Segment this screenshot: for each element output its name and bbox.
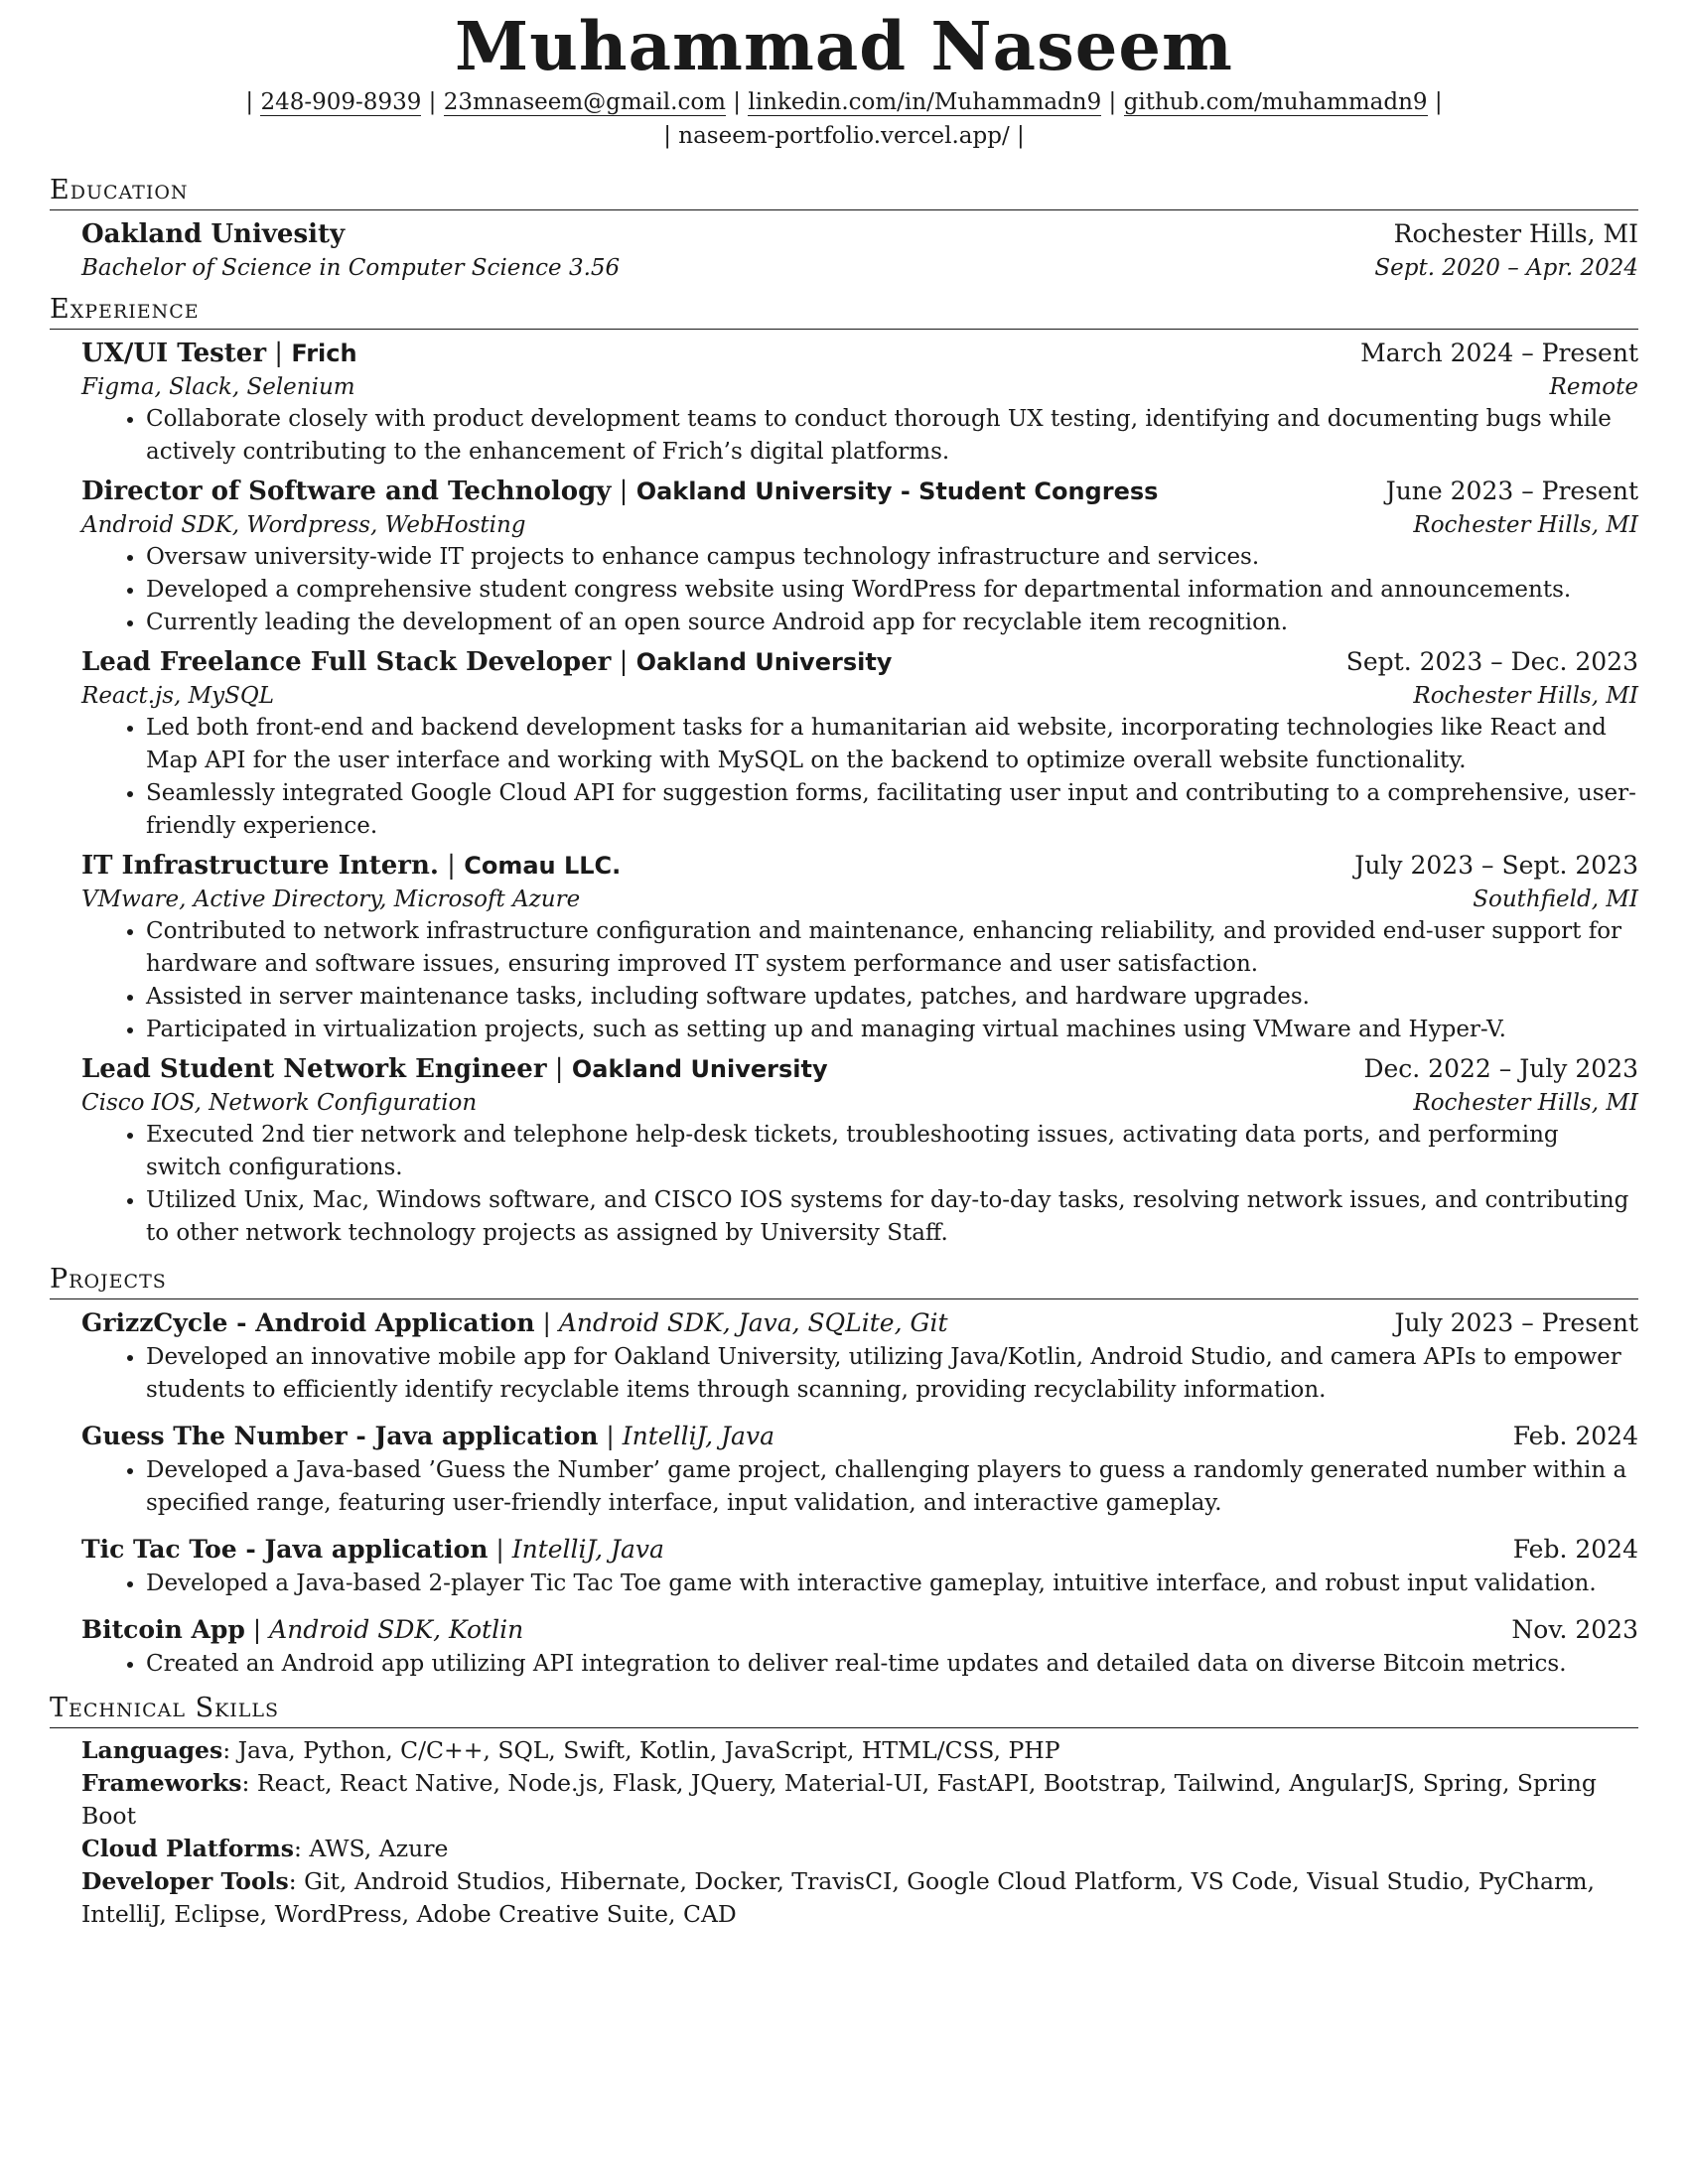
project-name: GrizzCycle - Android Application	[81, 1308, 535, 1337]
job-dates: Sept. 2023 – Dec. 2023	[1345, 647, 1638, 676]
bullet-item: • Currently leading the development of an open source Android app for recyclable item recognition.	[146, 607, 1638, 639]
contact-line-2	[50, 119, 1638, 153]
bullet-item: • Executed 2nd tier network and telephone help-desk tickets, troubleshooting issues, activating data ports, and performing switch configurations.	[146, 1119, 1638, 1184]
job-organization: Oakland University - Student Congress	[635, 478, 1159, 505]
experience-entry	[50, 336, 1638, 469]
job-organization: Frich	[291, 340, 357, 367]
project-name: Guess The Number - Java application	[81, 1422, 599, 1450]
bullet-item: • Led both front-end and backend development tasks for a humanitarian aid website, incorporating technologies like React and Map API for the user interface and working with MySQL on the backend to optimize overall website functionality.	[146, 712, 1638, 777]
section-title: Projects	[50, 1262, 1638, 1299]
bullet-item: • Developed an innovative mobile app for Oakland University, utilizing Java/Kotlin, Android Studio, and camera APIs to empower students to efficiently identify recyclable items through scanning, providing recyclability information.	[146, 1341, 1638, 1407]
separator: |	[428, 89, 444, 115]
bullet-list	[81, 1119, 1638, 1250]
separator: :	[222, 1736, 238, 1764]
skill-line	[81, 1767, 1638, 1833]
separator: |	[1434, 89, 1443, 115]
section-title: Experience	[50, 292, 1638, 330]
project-title-line	[81, 1532, 664, 1568]
separator: |	[733, 89, 749, 115]
skill-label: Developer Tools	[81, 1867, 289, 1895]
education-dates: Sept. 2020 – Apr. 2024	[1374, 255, 1638, 281]
entry-sub-row	[81, 371, 1638, 403]
bullet-item: • Oversaw university-wide IT projects to enhance campus technology infrastructure and services.	[146, 541, 1638, 574]
skill-value: AWS, Azure	[309, 1835, 449, 1862]
bullet-list	[81, 1454, 1638, 1520]
experience-entry	[50, 644, 1638, 843]
skill-label: Frameworks	[81, 1769, 242, 1797]
job-role: IT Infrastructure Intern.	[81, 851, 439, 881]
entry-header-row	[81, 848, 1638, 884]
experience-list	[50, 336, 1638, 1250]
entry-header-row	[81, 1612, 1638, 1648]
bullet-item: • Seamlessly integrated Google Cloud API for suggestion forms, facilitating user input and contributing to a comprehensive, user-friendly experience.	[146, 777, 1638, 843]
separator: |	[663, 123, 679, 149]
project-dates: July 2023 – Present	[1394, 1308, 1638, 1337]
job-dates: July 2023 – Sept. 2023	[1354, 851, 1638, 880]
job-organization: Comau LLC.	[464, 852, 622, 880]
skills-section	[50, 1691, 1638, 1931]
job-organization: Oakland University	[571, 1055, 828, 1083]
entry-header-row	[81, 1532, 1638, 1568]
project-name: Tic Tac Toe - Java application	[81, 1535, 489, 1564]
experience-section	[50, 292, 1638, 1250]
job-tech: Cisco IOS, Network Configuration	[81, 1090, 478, 1116]
job-organization: Oakland University	[635, 648, 893, 676]
separator: |	[611, 477, 636, 506]
entry-header-row	[81, 644, 1638, 680]
entry-header-row	[81, 336, 1638, 371]
entry-sub-row	[81, 680, 1638, 712]
job-dates: Dec. 2022 – July 2023	[1363, 1054, 1638, 1083]
bullet-list	[81, 712, 1638, 843]
bullet-list	[81, 915, 1638, 1046]
entry-sub-row	[81, 509, 1638, 541]
bullet-list	[81, 1341, 1638, 1407]
separator: |	[534, 1308, 559, 1337]
job-title-line	[81, 336, 357, 371]
project-title-line	[81, 1612, 523, 1648]
job-role: Lead Freelance Full Stack Developer	[81, 647, 612, 677]
separator: |	[438, 851, 465, 881]
project-dates: Nov. 2023	[1511, 1615, 1638, 1644]
job-location: Rochester Hills, MI	[1413, 512, 1638, 538]
resume-page	[50, 8, 1638, 1931]
bullet-item: • Developed a comprehensive student congress website using WordPress for departmental information and announcements.	[146, 574, 1638, 607]
github-link[interactable]: github.com/muhammadn9	[1123, 89, 1428, 115]
bullet-item: • Created an Android app utilizing API integration to deliver real-time updates and detailed data on diverse Bitcoin metrics.	[146, 1648, 1638, 1681]
education-section	[50, 173, 1638, 284]
job-dates: June 2023 – Present	[1385, 477, 1638, 505]
separator: :	[293, 1835, 310, 1862]
project-entry	[50, 1532, 1638, 1600]
job-location: Southfield, MI	[1473, 887, 1638, 912]
entry-header-row	[81, 1419, 1638, 1454]
projects-list	[50, 1305, 1638, 1681]
school-location: Rochester Hills, MI	[1393, 219, 1638, 248]
degree: Bachelor of Science in Computer Science 3.56	[81, 255, 621, 281]
skill-value: React, React Native, Node.js, Flask, JQuery, Material-UI, FastAPI, Bootstrap, Tailwind, AngularJS, Spring, Spring Boot	[81, 1769, 1597, 1830]
separator: |	[611, 647, 636, 677]
project-tech: IntelliJ, Java	[511, 1535, 664, 1564]
skill-line	[81, 1865, 1638, 1931]
contact-line	[50, 85, 1638, 119]
skill-label: Cloud Platforms	[81, 1835, 294, 1862]
separator: |	[1108, 89, 1124, 115]
entry-header-row	[81, 1305, 1638, 1341]
skills-list	[50, 1734, 1638, 1931]
job-title-line	[81, 644, 892, 680]
project-tech: Android SDK, Java, SQLite, Git	[558, 1308, 948, 1337]
skill-value: Git, Android Studios, Hibernate, Docker, TravisCI, Google Cloud Platform, VS Code, Visual Studio, PyCharm, IntelliJ, Eclipse, WordPress, Adobe Creative Suite, CAD	[81, 1867, 1596, 1928]
portfolio-link[interactable]: naseem-portfolio.vercel.app/	[678, 123, 1010, 149]
entry-header-row	[81, 474, 1638, 509]
section-title: Technical Skills	[50, 1691, 1638, 1728]
project-entry	[50, 1612, 1638, 1681]
experience-entry	[50, 474, 1638, 639]
school-name: Oakland Univesity	[81, 219, 346, 249]
separator: |	[245, 89, 261, 115]
skill-label: Languages	[81, 1736, 223, 1764]
entry-sub-row	[81, 1087, 1638, 1119]
projects-section	[50, 1262, 1638, 1681]
separator: |	[1009, 123, 1025, 149]
email-link[interactable]: 23mnaseem@gmail.com	[443, 89, 726, 115]
bullet-item: • Collaborate closely with product development teams to conduct thorough UX testing, identifying and documenting bugs while actively contributing to the enhancement of Frich’s digital platforms.	[146, 403, 1638, 469]
bullet-list	[81, 541, 1638, 639]
project-name: Bitcoin App	[81, 1615, 245, 1644]
bullet-item: • Participated in virtualization projects, such as setting up and managing virtual machines using VMware and Hyper-V.	[146, 1014, 1638, 1046]
job-title-line	[81, 1051, 828, 1087]
job-location: Rochester Hills, MI	[1413, 683, 1638, 709]
job-role: Lead Student Network Engineer	[81, 1054, 547, 1084]
job-role: Director of Software and Technology	[81, 477, 612, 506]
separator: |	[488, 1535, 512, 1564]
project-entry	[50, 1305, 1638, 1407]
bullet-item: • Utilized Unix, Mac, Windows software, and CISCO IOS systems for day-to-day tasks, resolving network issues, and contributing to other network technology projects as assigned by University Staff.	[146, 1184, 1638, 1250]
bullet-item: • Contributed to network infrastructure configuration and maintenance, enhancing reliability, and provided end-user support for hardware and software issues, ensuring improved IT system performance and user satisfaction.	[146, 915, 1638, 981]
experience-entry	[50, 848, 1638, 1046]
project-tech: IntelliJ, Java	[622, 1422, 774, 1450]
job-location: Remote	[1549, 374, 1638, 400]
separator: :	[288, 1867, 305, 1895]
education-entry	[50, 216, 1638, 284]
resume-header	[50, 8, 1638, 153]
job-tech: Figma, Slack, Selenium	[81, 374, 355, 400]
candidate-name: Muhammad Naseem	[455, 7, 1233, 85]
bullet-list	[81, 1568, 1638, 1600]
bullet-item: • Developed a Java-based ’Guess the Number’ game project, challenging players to guess a randomly generated number within a specified range, featuring user-friendly interface, input validation, and interactive gameplay.	[146, 1454, 1638, 1520]
job-tech: Android SDK, Wordpress, WebHosting	[81, 512, 526, 538]
job-title-line	[81, 848, 621, 884]
job-tech: React.js, MySQL	[81, 683, 275, 709]
bullet-item: • Developed a Java-based 2-player Tic Tac Toe game with interactive gameplay, intuitive interface, and robust input validation.	[146, 1568, 1638, 1600]
project-dates: Feb. 2024	[1512, 1422, 1638, 1450]
job-location: Rochester Hills, MI	[1413, 1090, 1638, 1116]
project-dates: Feb. 2024	[1512, 1535, 1638, 1564]
separator: :	[241, 1769, 257, 1797]
bullet-list	[81, 1648, 1638, 1681]
experience-entry	[50, 1051, 1638, 1250]
phone-link[interactable]: 248-909-8939	[260, 89, 422, 115]
entry-sub-row	[81, 884, 1638, 915]
bullet-list	[81, 403, 1638, 469]
skill-value: Java, Python, C/C++, SQL, Swift, Kotlin, JavaScript, HTML/CSS, PHP	[237, 1736, 1060, 1764]
separator: |	[266, 339, 292, 368]
project-entry	[50, 1419, 1638, 1520]
bullet-item: • Assisted in server maintenance tasks, including software updates, patches, and hardware upgrades.	[146, 981, 1638, 1014]
separator: |	[598, 1422, 623, 1450]
skill-line	[81, 1833, 1638, 1865]
job-dates: March 2024 – Present	[1360, 339, 1638, 367]
linkedin-link[interactable]: linkedin.com/in/Muhammadn9	[748, 89, 1102, 115]
entry-header-row	[81, 1051, 1638, 1087]
project-title-line	[81, 1305, 948, 1341]
separator: |	[546, 1054, 572, 1084]
skill-line	[81, 1734, 1638, 1767]
project-title-line	[81, 1419, 774, 1454]
job-tech: VMware, Active Directory, Microsoft Azure	[81, 887, 581, 912]
job-role: UX/UI Tester	[81, 339, 267, 368]
separator: |	[244, 1615, 270, 1644]
project-tech: Android SDK, Kotlin	[269, 1615, 524, 1644]
section-title: Education	[50, 173, 1638, 210]
job-title-line	[81, 474, 1158, 509]
